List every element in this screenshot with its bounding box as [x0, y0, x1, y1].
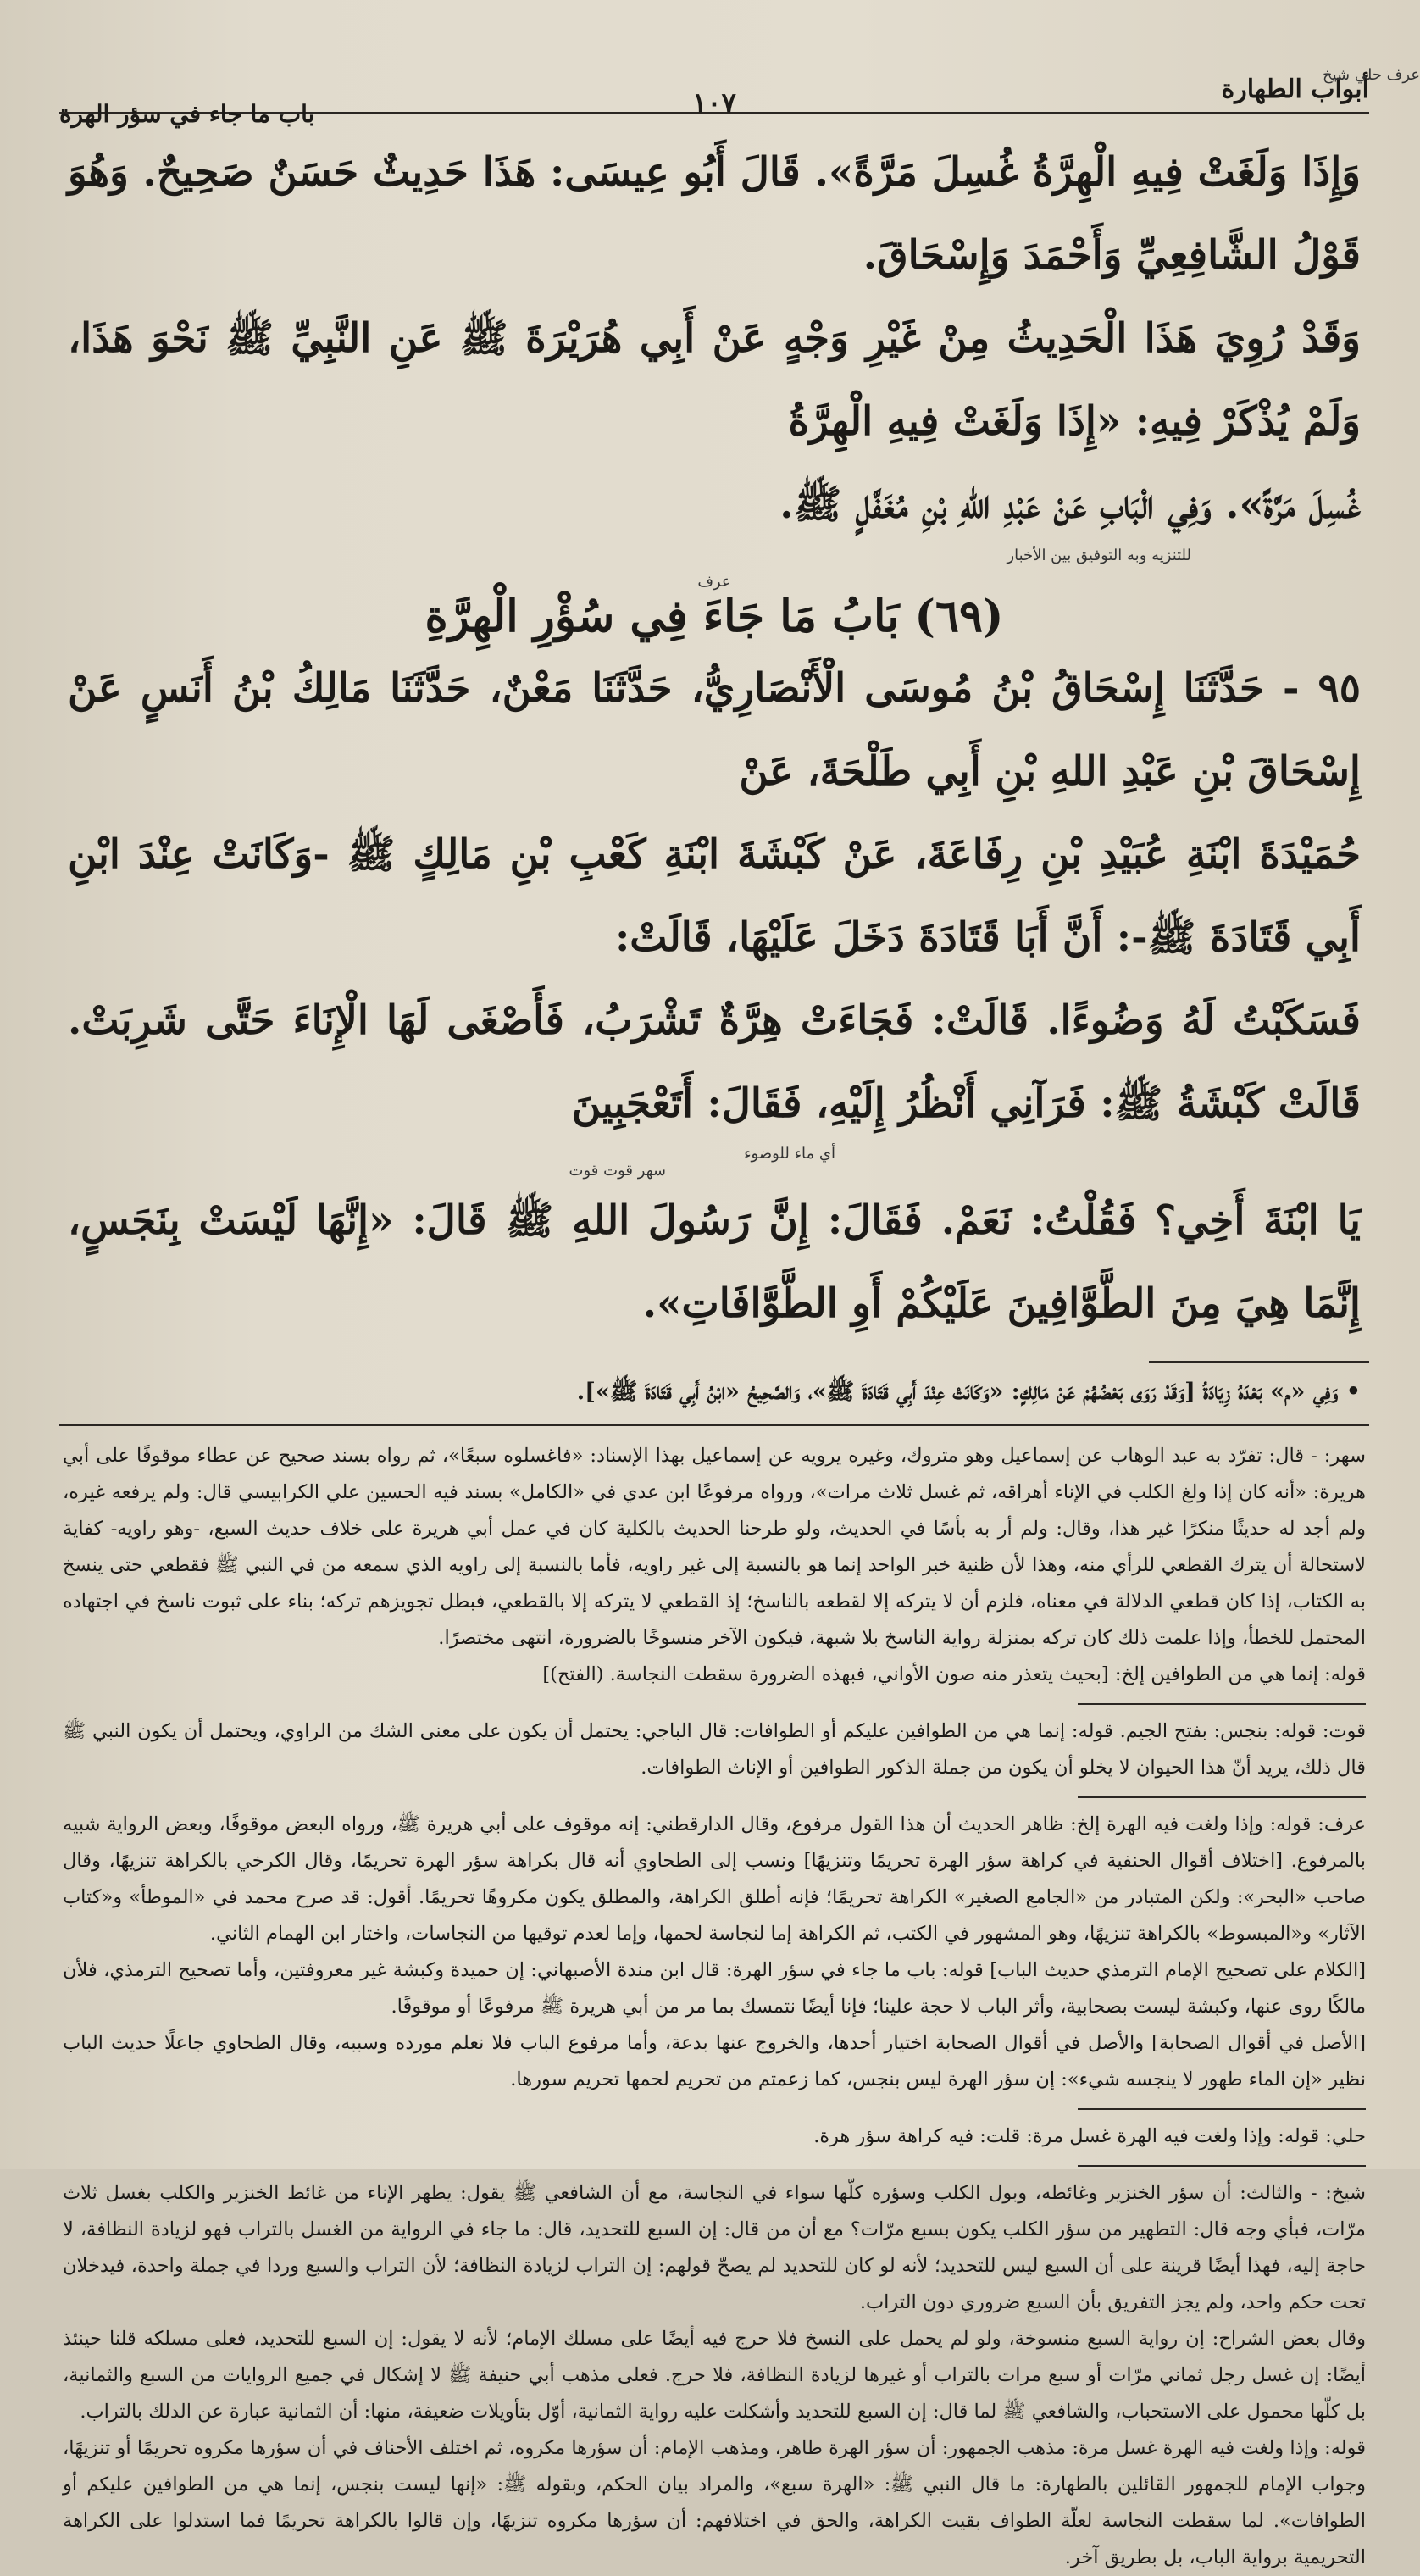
margin-note-water: أي ماء للوضوء: [744, 1145, 835, 1163]
running-chapter-title: باب ما جاء في سؤر الهرة: [59, 100, 315, 128]
commentary-paragraph: قوت: قوله: بنجس: بفتح الجيم. قوله: إنما هي من الطوافين عليكم أو الطوافات: قال الباجي: يحتمل أن يكون على معنى الشك من الراوي، ويحتمل أن يكون النبي ﷺ قال ذلك، يريد أنّ هذا الحيوان لا يخلو أن يكون من جملة الذكور الطوافين أو الإناث الطوافات.: [63, 1720, 1366, 1779]
hadith-line: وَإِذَا وَلَغَتْ فِيهِ الْهِرَّةُ غُسِلَ مَرَّةً». قَالَ أَبُو عِيسَى: هَذَا حَدِيثٌ حَسَنٌ صَحِيحٌ. وَهُوَ قَوْلُ الشَّافِعِيِّ وَأَحْمَدَ وَإِسْحَاقَ.: [68, 149, 1361, 279]
hadith-line: غُسِلَ مَرَّةً». وَفِي الْبَابِ عَنْ عَبْدِ اللهِ بْنِ مُغَفَّلٍ ﷺ.: [779, 481, 1361, 528]
hadith-line: يَا ابْنَةَ أَخِي؟ فَقُلْتُ: نَعَمْ. فَقَالَ: إِنَّ رَسُولَ اللهِ ﷺ قَالَ: «إِنَّهَا لَيْسَتْ بِنَجَسٍ، إِنَّمَا هِيَ مِنَ الطَّوَّافِينَ عَلَيْكُمْ أَوِ الطَّوَّافَاتِ».: [68, 1197, 1361, 1327]
margin-note-tags: سهر قوت قوت: [569, 1162, 666, 1180]
divider: [1078, 1703, 1366, 1705]
commentary-tags: عرف حلي شيخ: [1323, 66, 1420, 84]
commentary-paragraph: [الأصل في أقوال الصحابة] والأصل في أقوال الصحابة اختيار أحدها، والخروج عنها بدعة، وأما مرفوع الباب فلا نعلم مورده وسببه، وقال الطحاوي جاعلًا حديث الباب نظير «إن الماء طهور لا ينجسه شيء»: إن سؤر الهرة ليس بنجس، كما زعمتم من تحريم لحمها تحريم سورها.: [63, 2032, 1366, 2090]
margin-note: للتنزيه وبه التوفيق بين الأخبار: [1007, 547, 1191, 564]
hadith-line: ٩٥ - حَدَّثَنَا إِسْحَاقُ بْنُ مُوسَى الْأَنْصَارِيُّ، حَدَّثَنَا مَعْنٌ، حَدَّثَنَا مَالِكُ بْنُ أَنَسٍ عَنْ إِسْحَاقَ بْنِ عَبْدِ اللهِ بْنِ أَبِي طَلْحَةَ، عَنْ: [68, 665, 1361, 795]
chapter-tag: عرف: [697, 573, 731, 591]
chapter-heading: [59, 574, 1369, 642]
hadith-line: حُمَيْدَةَ ابْنَةِ عُبَيْدِ بْنِ رِفَاعَةَ، عَنْ كَبْشَةَ ابْنَةِ كَعْبِ بْنِ مَالِكٍ ﷺ -وَكَانَتْ عِنْدَ ابْنِ أَبِي قَتَادَةَ ﷺ-: أَنَّ أَبَا قَتَادَةَ دَخَلَ عَلَيْهَا، قَالَتْ:: [68, 831, 1361, 961]
page-number: ١٠٧: [692, 86, 736, 119]
commentary-paragraph: وقال بعض الشراح: إن رواية السبع منسوخة، ولو لم يحمل على النسخ فلا حرج فيه أيضًا على مسلك الإمام؛ لأنه لا يقول: إن السبع للتحديد، فعلى مسلكه قلنا حينئذ أيضًا: إن غسل رجل ثماني مرّات أو سبع مرات بالتراب أو غيرها لزيادة النظافة، فلا حرج. فعلى مذهب أبي حنيفة ﷺ لا إشكال في جميع الروايات من السبع والثمانية، بل كلّها محمول على الاستحباب، والشافعي ﷺ لما قال: إن السبع للتحديد وأشكلت عليه رواية الثمانية، أوّل بتأويلات ضعيفة، منها: أن الثمانية عبارة عن الدلك بالتراب.: [63, 2328, 1366, 2423]
commentary-paragraph: قوله: وإذا ولغت فيه الهرة غسل مرة: مذهب الجمهور: أن سؤر الهرة طاهر، ومذهب الإمام: أن سؤرها مكروه، ثم اختلف الأحناف في أن سؤرها مكروه تحريمًا أو تنزيهًا، وجواب الإمام للجمهور القائلين بالطهارة: ما قال النبي ﷺ: «الهرة سبع»، والمراد بيان الحكم، وبقوله ﷺ: «إنها ليست بنجس، إنما هي من الطوافين عليكم أو الطوافات». لما سقطت النجاسة لعلّة الطواف بقيت الكراهة، والحق في اختلافهم: أن سؤرها مكروه تنزيهًا، وإن قالوا بالكراهة تحريمًا فما استدلوا على الكراهة التحريمية برواية الباب، بل بطريق آخر.: [63, 2437, 1366, 2568]
divider: [59, 1424, 1369, 1426]
commentary-paragraph: شيخ: - والثالث: أن سؤر الخنزير وغائطه، وبول الكلب وسؤره كلّها سواء في النجاسة، مع أن الشافعي ﷺ يقول: يطهر الإناء من غائط الخنزير والكلب بغسل ثلاث مرّات، فبأي وجه قال: التطهير من سؤر الكلب يكون بسبع مرّات؟ مع أن من قال: إن السبع للتحديد، قال: ما جاء في الرواية من الغسل بالتراب فهو لزيادة النظافة، لا حاجة إليه، فهذا أيضًا قرينة على أن السبع ليس للتحديد؛ لأنه لو كان للتحديد لم يصحّ قولهم: إن التراب لزيادة النظافة؛ لأن التراب والسبع وردا في جملة واحدة، فيدخلان تحت حكم واحد، ولم يجز التفريق بأن السبع ضروري دون التراب.: [63, 2182, 1366, 2313]
commentary-paragraph: عرف: قوله: وإذا ولغت فيه الهرة إلخ: ظاهر الحديث أن هذا القول مرفوع، وقال الدارقطني: إنه موقوف على أبي هريرة ﷺ، ورواه البعض موقوفًا، وبعض الرواية شبيه بالمرفوع. [اختلاف أقوال الحنفية في كراهة سؤر الهرة تحريمًا وتنزيهًا] ونسب إلى الطحاوي أنه قال بكراهة سؤر الهرة تحريمًا، وقال الكرخي بالكراهة تنزيهًا، وقال صاحب «البحر»: ولكن المتبادر من «الجامع الصغير» الكراهة تحريمًا؛ فإنه أطلق الكراهة، والمطلق يكون مكروهًا تحريمًا. أقول: قد صرح محمد في «الموطأ» و«كتاب الآثار» و«المبسوط» بالكراهة تنزيهًا، وهو المشهور في الكتب، ثم الكراهة إما لنجاسة لحمها، وإما لعدم توقيها من النجاسات، واختار ابن الهمام الثاني.: [63, 1813, 1366, 1945]
hadith-text-block: [68, 131, 1361, 565]
commentary-paragraph: قوله: إنما هي من الطوافين إلخ: [بحيث يتعذر منه صون الأواني، فبهذه الضرورة سقطت النجاسة. (الفتح)]: [542, 1663, 1366, 1685]
hadith-line: وَقَدْ رُوِيَ هَذَا الْحَدِيثُ مِنْ غَيْرِ وَجْهٍ عَنْ أَبِي هُرَيْرَةَ ﷺ عَنِ النَّبِيِّ ﷺ نَحْوَ هَذَا، وَلَمْ يُذْكَرْ فِيهِ: «إِذَا وَلَغَتْ فِيهِ الْهِرَّةُ: [68, 315, 1361, 445]
commentary-paragraph: [الكلام على تصحيح الإمام الترمذي حديث الباب] قوله: باب ما جاء في سؤر الهرة: قال ابن مندة الأصبهاني: إن حميدة وكبشة غير معروفتين، وأما تصحيح الترمذي، فلأن مالكًا روى عنها، وكبشة ليست بصحابية، وأثر الباب لا حجة علينا؛ فإنا أيضًا نتمسك بما مر من أبي هريرة ﷺ مرفوعًا أو موقوفًا.: [63, 1959, 1366, 2018]
page-header: [59, 59, 1369, 128]
chapter-title: (٦٩) بَابُ مَا جَاءَ فِي سُؤْرِ الْهِرَّةِ: [424, 591, 1004, 642]
divider: [1078, 1796, 1366, 1798]
divider: [1078, 2165, 1366, 2167]
variant-footnote: • وَفِي «م» بَعْدَهُ زِيَادَةُ [وَقَدْ رَوَى بَعْضُهُمْ عَنْ مَالِكٍ: «وَكَانَتْ عِنْدَ أَبِي قَتَادَةَ ﷺ»، وَالصَّحِيحُ «ابْنُ أَبِي قَتَادَةَ ﷺ»].: [576, 1379, 1361, 1405]
hadith-line: فَسَكَبْتُ لَهُ وَضُوءًا. قَالَتْ: فَجَاءَتْ هِرَّةٌ تَشْرَبُ، فَأَصْغَى لَهَا الْإِنَاءَ حَتَّى شَرِبَتْ. قَالَتْ كَبْشَةُ ﷺ: فَرَآنِي أَنْظُرُ إِلَيْهِ، فَقَالَ: أَتَعْجَبِينَ: [68, 997, 1361, 1127]
commentary-section: [63, 1438, 1366, 2576]
commentary-paragraph: سهر: - قال: تفرّد به عبد الوهاب عن إسماعيل وهو متروك، وغيره يرويه عن إسماعيل بهذا الإسناد: «فاغسلوه سبعًا»، ثم رواه بسند صحيح عن عطاء موقوفًا على أبي هريرة: «أنه كان إذا ولغ الكلب في الإناء أهراقه، ثم غسل ثلاث مرات»، ورواه مرفوعًا ابن عدي في «الكامل» بسند فيه الحسين علي الكرابيسي قال: ولم يرفعه غيره، ولم أجد له حديثًا منكرًا غير هذا، وقال: ولم أر به بأسًا في الحديث، ولو طرحنا الحديث بالكلية كان في عمل أبي هريرة على خلاف حديث السبع، -وهو راويه- كفاية لاستحالة أن يترك القطعي للرأي منه، وهذا لأن ظنية خبر الواحد إنما هو بالنسبة إلى غير راويه، فأما بالنسبة إلى راويه الذي سمعه من في النبي ﷺ فقطعي حتى ينسخ به الكتاب، إذا كان قطعي الدلالة في معناه، فلزم أن لا يتركه إلا لقطعه بالناسخ؛ إذ القطعي لا يتركه إلا بالقطعي، فبطل تجويزهم تركه؛ بناء على ثبوت ناسخ في اجتهاده المحتمل للخطأ، وإذا علمت ذلك كان تركه بمنزلة رواية الناسخ بلا شبهة، فيكون الآخر منسوخًا بالضرورة، انتهى مختصرًا.: [63, 1445, 1366, 1649]
book-section-title: أبواب الطهارة: [1221, 75, 1369, 104]
commentary-paragraph: حلي: قوله: وإذا ولغت فيه الهرة غسل مرة: قلت: فيه كراهة سؤر هرة.: [813, 2125, 1366, 2147]
divider: [1078, 2108, 1366, 2110]
hadith-95-block: [68, 647, 1361, 1346]
divider: [1149, 1361, 1369, 1363]
